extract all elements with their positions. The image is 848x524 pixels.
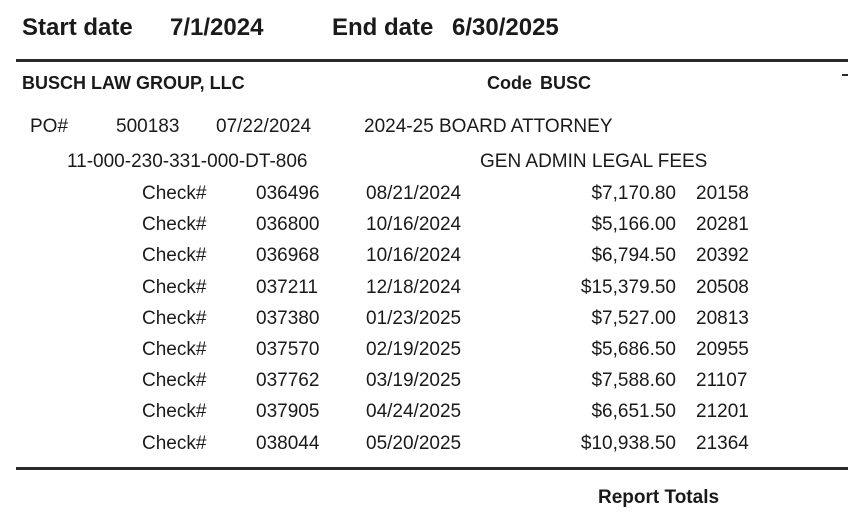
- check-label: Check#: [142, 245, 207, 266]
- start-date-label: Start date: [22, 14, 133, 41]
- check-row: [0, 370, 848, 401]
- account-description: GEN ADMIN LEGAL FEES: [480, 151, 708, 172]
- check-row: [0, 245, 848, 276]
- check-amount: $5,686.50: [591, 339, 676, 360]
- po-date: 07/22/2024: [216, 116, 312, 137]
- check-row: [0, 277, 848, 308]
- check-date: 10/16/2024: [366, 214, 462, 235]
- footer-rule: [16, 467, 848, 470]
- vendor-code-label: Code: [487, 73, 532, 93]
- check-date: 05/20/2025: [366, 433, 462, 454]
- check-number: 037380: [256, 308, 320, 329]
- header-rule: [16, 59, 848, 62]
- check-ref: 20281: [696, 214, 749, 235]
- check-label: Check#: [142, 308, 207, 329]
- edge-tick: [842, 74, 848, 76]
- check-date: 03/19/2025: [366, 370, 462, 391]
- check-number: 037570: [256, 339, 320, 360]
- check-number: 036496: [256, 183, 320, 204]
- end-date-label: End date: [332, 14, 434, 41]
- check-number: 037905: [256, 401, 320, 422]
- check-date: 02/19/2025: [366, 339, 462, 360]
- account-number: 11-000-230-331-000-DT-806: [67, 151, 308, 172]
- check-number: 037762: [256, 370, 320, 391]
- check-amount: $6,651.50: [591, 401, 676, 422]
- check-label: Check#: [142, 370, 207, 391]
- check-amount: $15,379.50: [580, 277, 676, 298]
- start-date-value: 7/1/2024: [170, 14, 264, 41]
- end-date-value: 6/30/2025: [452, 14, 559, 41]
- check-label: Check#: [142, 433, 207, 454]
- check-ref: 20955: [696, 339, 749, 360]
- check-number: 038044: [256, 433, 320, 454]
- check-amount: $7,588.60: [591, 370, 676, 391]
- check-date: 10/16/2024: [366, 245, 462, 266]
- check-row: [0, 308, 848, 339]
- check-row: [0, 433, 848, 464]
- check-row: [0, 339, 848, 370]
- check-ref: 20392: [696, 245, 749, 266]
- check-amount: $6,794.50: [591, 245, 676, 266]
- check-date: 12/18/2024: [366, 277, 462, 298]
- vendor-name: BUSCH LAW GROUP, LLC: [22, 73, 245, 93]
- check-label: Check#: [142, 401, 207, 422]
- check-amount: $7,170.80: [591, 183, 676, 204]
- check-ref: 20158: [696, 183, 749, 204]
- check-row: [0, 183, 848, 214]
- check-label: Check#: [142, 214, 207, 235]
- check-amount: $5,166.00: [591, 214, 676, 235]
- check-ref: 21364: [696, 433, 749, 454]
- po-label: PO#: [30, 116, 69, 137]
- check-label: Check#: [142, 339, 207, 360]
- check-row: [0, 214, 848, 245]
- po-number: 500183: [116, 116, 180, 137]
- check-number: 036800: [256, 214, 320, 235]
- check-amount: $10,938.50: [580, 433, 676, 454]
- report-totals-label: Report Totals: [598, 487, 720, 508]
- check-ref: 21201: [696, 401, 749, 422]
- check-number: 036968: [256, 245, 320, 266]
- check-row: [0, 401, 848, 432]
- check-number: 037211: [256, 277, 318, 298]
- check-amount: $7,527.00: [591, 308, 676, 329]
- check-date: 01/23/2025: [366, 308, 462, 329]
- vendor-code-value: BUSC: [540, 73, 592, 93]
- po-description: 2024-25 BOARD ATTORNEY: [364, 116, 613, 137]
- check-date: 08/21/2024: [366, 183, 462, 204]
- check-label: Check#: [142, 277, 207, 298]
- check-ref: 21107: [696, 370, 748, 391]
- check-date: 04/24/2025: [366, 401, 462, 422]
- check-label: Check#: [142, 183, 207, 204]
- check-ref: 20813: [696, 308, 749, 329]
- check-ref: 20508: [696, 277, 749, 298]
